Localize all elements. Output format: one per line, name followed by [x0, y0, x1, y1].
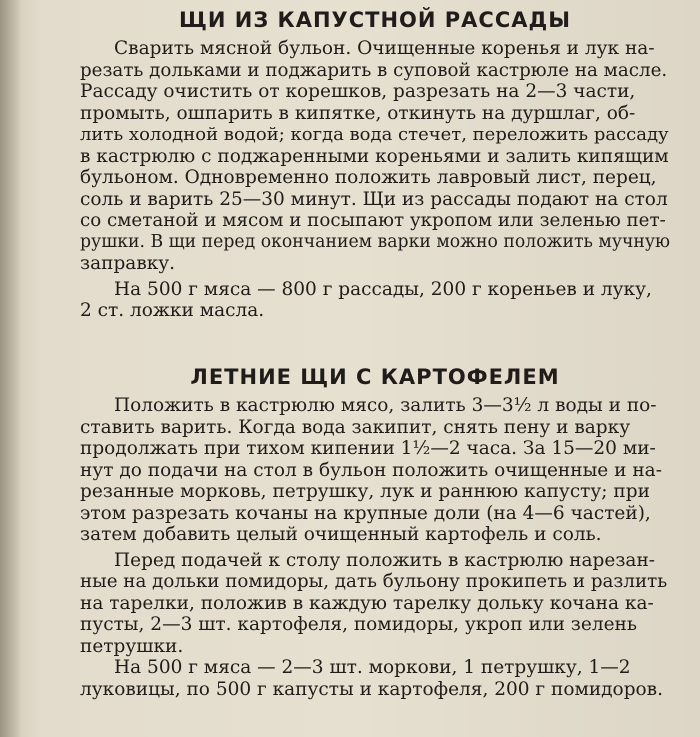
text-line: ные на дольки помидоры, дать бульону прокипеть и разлить: [80, 571, 668, 592]
text-line: нут до подачи на стол в бульон положить очищенные и на-: [80, 459, 662, 481]
text-line: петрушки.: [80, 635, 184, 657]
text-line: На 500 г мяса — 2—3 шт. моркови, 1 петрушку, 1—2: [114, 657, 631, 678]
text-line: заправку.: [80, 253, 176, 274]
text-line: этом разрезать кочаны на крупные доли (на 4—6 частей),: [80, 502, 651, 524]
text-line: лить холодной водой; когда вода стечет, переложить рассаду: [80, 124, 669, 145]
text-line: 2 ст. ложки масла.: [80, 300, 265, 321]
text-line: Перед подачей к столу положить в кастрюлю нарезан-: [114, 549, 656, 571]
text-line: в кастрюлю с поджаренными кореньями и залить кипящим: [80, 145, 669, 167]
text-line: со сметаной и мясом и посыпают укропом или зеленью пет-: [80, 210, 666, 231]
text-line: На 500 г мяса — 800 г рассады, 200 г кореньев и луку,: [114, 278, 652, 300]
recipe-title: ЩИ ИЗ КАПУСТНОЙ РАССАДЫ: [179, 8, 571, 32]
recipe-summer-shchi-with-potatoes: [80, 365, 670, 700]
text-line: рушки. В щи перед окончанием варки можно положить мучную: [80, 231, 671, 252]
recipe-cabbage-seedling-shchi: [80, 8, 670, 322]
text-line: резать дольками и поджарить в суповой кастрюле на масле.: [80, 59, 668, 81]
text-line: Сварить мясной бульон. Очищенные коренья и лук на-: [114, 38, 655, 59]
text-line: соль и варить 25—30 минут. Щи из рассады подают на стол: [80, 188, 668, 210]
recipe-ingredients: [80, 279, 670, 322]
recipe-ingredients: [80, 657, 670, 700]
text-line: Рассаду очистить от корешков, разрезать на 2—3 части,: [80, 81, 636, 102]
text-line: затем добавить целый очищенный картофель и соль.: [80, 524, 602, 545]
recipe-serving: [80, 550, 670, 658]
text-line: бульоном. Одновременно положить лавровый лист, перец,: [80, 167, 657, 188]
text-line: промыть, ошпарить в кипятке, откинуть на дуршлаг, об-: [80, 102, 636, 124]
text-line: луковицы, по 500 г капусты и картофеля, 200 г помидоров.: [80, 678, 663, 700]
text-line: ставить варить. Когда вода закипит, снять пену и варку: [80, 416, 631, 438]
recipe-method: [80, 38, 670, 275]
text-line: пусты, 2—3 шт. картофеля, помидоры, укроп или зелень: [80, 614, 637, 635]
text-line: на тарелки, положив в каждую тарелку дольку кочана ка-: [80, 592, 654, 614]
text-line: Положить в кастрюлю мясо, залить 3—3½ л воды и по-: [114, 395, 657, 416]
recipe-method: [80, 395, 670, 546]
recipe-title: ЛЕТНИЕ ЩИ С КАРТОФЕЛЕМ: [190, 365, 560, 389]
text-line: продолжать при тихом кипении 1½—2 часа. За 15—20 ми-: [80, 438, 656, 459]
page-gutter-shadow: [0, 0, 22, 737]
text-line: резанные морковь, петрушку, лук и раннюю капусту; при: [80, 481, 650, 502]
